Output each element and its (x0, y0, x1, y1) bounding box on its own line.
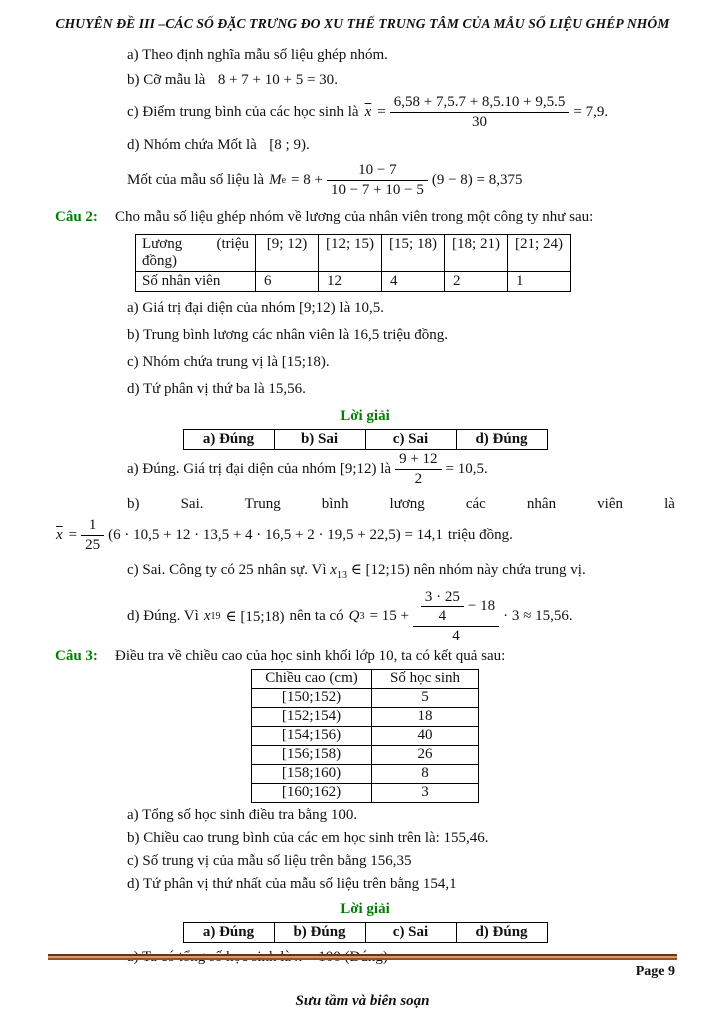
cau3-item-b: b) Chiều cao trung bình của các em học sinh trên là: 155,46. (127, 829, 489, 846)
cau2-sol-c: c) Sai. Công ty có 25 nhân sự. Vì $x_{13}$ ∈ [12;15) nên nhóm này chứa trung vị. (127, 561, 586, 581)
page-number: Page 9 (635, 964, 675, 979)
cau1-block (127, 44, 675, 203)
table-row: [152;154) 18 (252, 707, 479, 726)
quartile-inner-fraction: $\frac{3 \cdot 25}{4}$ (421, 588, 464, 627)
salary-header-cell: Lương (triệu đồng) (136, 235, 256, 272)
cau2-item-b: b) Trung bình lương các nhân viên là 16,5 triệu đồng. (127, 327, 449, 343)
cau1-item-b: b) Cỡ mẫu là 8 + 7 + 10 + 5 = 30. (127, 72, 338, 88)
table-row: [158;160) 8 (252, 764, 479, 783)
loigiai-label-2: Lời giải (340, 900, 390, 917)
page-title: CHUYÊN ĐỀ III –CÁC SỐ ĐẶC TRƯNG ĐO XU THẾ TRUNG TÂM CỦA MẪU SỐ LIỆU GHÉP NHÓM (55, 16, 670, 31)
cau2-sol-d: d) Đúng. Vì x 19 ∈ [15;18) nên ta có Q 3 = 15 + $\frac{3 \cdot 25}{4}$ − 18 4 · 3 ≈ 15,56. (127, 588, 573, 644)
cau2-sol-b-formula: $\overline{x}$ = $\frac{1}{25}$ (6 · 10,5 + 12 · 13,5 + 4 · 16,5 + 2 · 19,5 + 22,5) = 14,1 triệu đồng. (56, 517, 513, 553)
cau2-sol-b-justified: b) Sai. Trung bình lương các nhân viên là (127, 495, 675, 512)
footer-credit: Sưu tầm và biên soạn (295, 993, 430, 1009)
cau1-item-c-formula: c) Điểm trung bình của các học sinh là $\overline{x}$ = $\frac{6,58 + 7,5.7 + 8,5.10 + 9,5.5}{30}$ = 7,9. (127, 93, 609, 130)
x13-variable: x (330, 561, 337, 578)
table-row: Số nhân viên 6 12 4 2 1 (136, 272, 571, 292)
x19-variable: x (203, 608, 211, 625)
salary-frequency-table (135, 234, 571, 292)
cau2-item-a: a) Giá trị đại diện của nhóm [9;12) là 10,5. (127, 300, 385, 316)
x-bar-variable: $\overline{x}$ (56, 527, 63, 543)
cau2-label: Câu 2: (55, 209, 98, 225)
x-bar-variable: $\overline{x}$ (364, 103, 372, 120)
table-row: [150;152) 5 (252, 688, 479, 707)
cau3-label: Câu 3: (55, 647, 98, 664)
page-content (0, 32, 725, 969)
table-row: Lương (triệu đồng) [9; 12) [12; 15) [15; 18) [18; 21) [21; 24) (136, 235, 571, 272)
one-over-25-fraction: $\frac{1}{25}$ (81, 516, 104, 555)
cau2-heading (55, 209, 675, 226)
cau2-item-d: d) Tứ phân vị thứ ba là 15,56. (127, 381, 306, 397)
mode-variable: M (269, 171, 282, 188)
cau2-block (127, 234, 675, 402)
representative-fraction: $\frac{9 + 12}{2}$ (395, 450, 441, 489)
answer-table-cau3 (183, 922, 548, 943)
cau1-item-a: a) Theo định nghĩa mẫu số liệu ghép nhóm. (127, 47, 388, 63)
table-row: a) Đúng b) Sai c) Sai d) Đúng (183, 430, 547, 450)
cau3-item-c: c) Số trung vị của mẫu số liệu trên bằng 156,35 (127, 852, 412, 869)
page-footer (0, 954, 725, 1024)
table-row: [156;158) 26 (252, 745, 479, 764)
height-frequency-table (251, 669, 479, 803)
cau1-item-d: d) Nhóm chứa Mốt là [8 ; 9). (127, 137, 310, 153)
table-row: a) Đúng b) Đúng c) Sai d) Đúng (183, 922, 547, 942)
mean-fraction: $\frac{6,58 + 7,5.7 + 8,5.10 + 9,5.5}{30}$ (390, 93, 570, 132)
cau3-intro: Điều tra về chiều cao của học sinh khối lớp 10, ta có kết quả sau: (115, 647, 506, 664)
quartile-outer-fraction: $\frac{3 \cdot 25}{4}$ − 18 4 (413, 588, 499, 646)
answer-table-cau2 (183, 429, 548, 450)
cau2-sol-a: a) Đúng. Giá trị đại diện của nhóm [9;12) là $\frac{9 + 12}{2}$ = 10,5. (127, 451, 488, 487)
cau3-item-d: d) Tứ phân vị thứ nhất của mẫu số liệu trên bằng 154,1 (127, 875, 457, 892)
cau1-mode-formula: Mốt của mẫu số liệu là M e = 8 + $\frac{10 - 7}{10 - 7 + 10 - 5}$ (9 − 8) = 8,375 (127, 161, 523, 198)
cau3-items (127, 805, 675, 895)
mode-fraction: $\frac{10 - 7}{10 - 7 + 10 - 5}$ (327, 161, 428, 200)
table-row: [160;162) 3 (252, 783, 479, 802)
table-row: Chiều cao (cm) Số học sinh (252, 669, 479, 688)
cau3-heading (55, 648, 675, 665)
table-row: [154;156) 40 (252, 726, 479, 745)
cau2-intro: Cho mẫu số liệu ghép nhóm về lương của nhân viên trong một công ty như sau: (115, 209, 594, 225)
cau3-item-a: a) Tổng số học sinh điều tra bằng 100. (127, 806, 358, 823)
cau2-item-c: c) Nhóm chứa trung vị là [15;18). (127, 354, 330, 370)
cau2-solutions (56, 450, 675, 646)
q3-variable: Q (348, 608, 360, 625)
loigiai-label-1: Lời giải (340, 408, 390, 424)
